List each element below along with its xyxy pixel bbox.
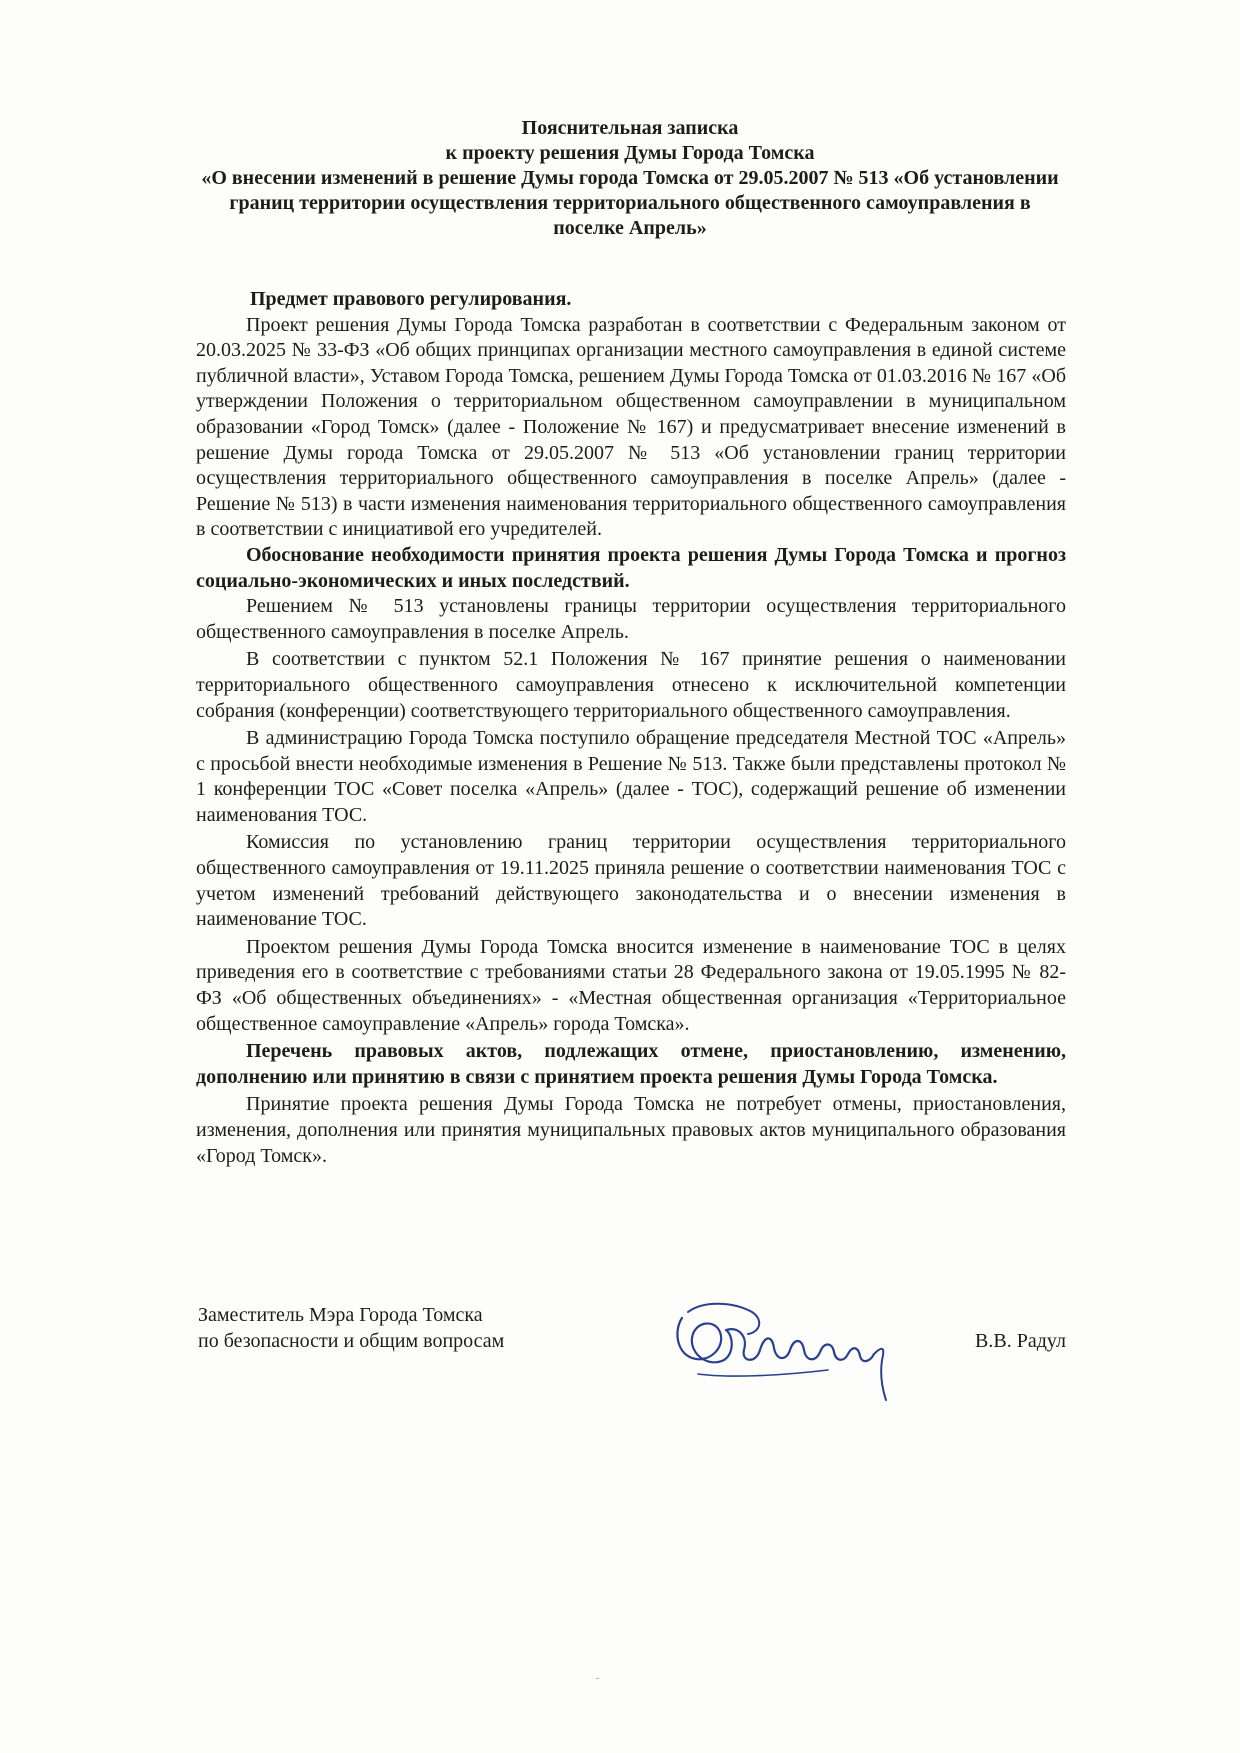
title-line-1: Пояснительная записка — [521, 117, 739, 139]
acts-paragraph: Принятие проекта решения Думы Города Томска не потребует отмены, приостановления, изменения, дополнения или принятия муниципальных правовых актов муниципального образования «Город Томск». — [196, 1093, 1066, 1167]
rationale-paragraph-5: Проектом решения Думы Города Томска вносится изменение в наименование ТОС в целях приведения его в соответствие с требованиями статьи 28 Федерального закона от 19.05.1995 № 82-ФЗ «Об общественных объединениях» - «Местная общественная организация «Территориальное общественное самоуправление «Апрель» города Томска». — [196, 935, 1066, 1035]
rationale-paragraph-3: В администрацию Города Томска поступило обращение председателя Местной ТОС «Апрель» с просьбой внести необходимые изменения в Решение № 513. Также были представлены протокол № 1 конференции ТОС «Совет поселка «Апрель» (далее - ТОС), содержащий решение об изменении наименования ТОС. — [196, 727, 1066, 826]
handwritten-signature — [668, 1278, 908, 1408]
scan-artifact — [596, 1678, 599, 1679]
signatory-position — [198, 1302, 504, 1354]
subject-heading: Предмет правового регулирования. — [250, 288, 572, 310]
title-line-2: к проекту решения Думы Города Томска — [445, 142, 815, 164]
signatory-position-line-1: Заместитель Мэра Города Томска — [198, 1304, 483, 1326]
document-body — [196, 287, 1066, 1169]
document-title — [200, 116, 1060, 241]
rationale-paragraph-2: В соответствии с пунктом 52.1 Положения № 167 принятие решения о наименовании территориального общественного самоуправления отнесено к исключительной компетенции собрания (конференции) соответствующего территориального общественного самоуправления. — [196, 648, 1066, 722]
subject-paragraph: Проект решения Думы Города Томска разработан в соответствии с Федеральным законом от 20.03.2025 № 33-ФЗ «Об общих принципах организации местного самоуправления в единой системе публичной власти», Уставом Города Томска, решением Думы Города Томска от 01.03.2016 № 167 «Об утверждении Положения о территориальном общественном самоуправлении в муниципальном образовании «Город Томск» (далее - Положение № 167) и предусматривает внесение изменений в решение Думы города Томска от 29.05.2007 № 513 «Об установлении границ территории осуществления территориального общественного самоуправления в поселке Апрель» (далее - Решение № 513) в части изменения наименования территориального общественного самоуправления в соответствии с инициативой его учредителей. — [196, 313, 1066, 541]
signature-strokes — [677, 1304, 886, 1400]
signatory-name: В.В. Радул — [975, 1330, 1066, 1352]
rationale-heading: Обоснование необходимости принятия проекта решения Думы Города Томска и прогноз социально-экономических и иных последствий. — [196, 543, 1066, 592]
rationale-paragraph-1: Решением № 513 установлены границы территории осуществления территориального общественного самоуправления в поселке Апрель. — [196, 595, 1066, 643]
acts-heading: Перечень правовых актов, подлежащих отмене, приостановлению, изменению, дополнению или принятию в связи с принятием проекта решения Думы Города Томска. — [196, 1040, 1066, 1088]
signatory-position-line-2: по безопасности и общим вопросам — [198, 1330, 505, 1352]
title-line-3: «О внесении изменений в решение Думы города Томска от 29.05.2007 № 513 «Об установлении границ территории осуществления территориального общественного самоуправления в поселке Апрель» — [201, 167, 1059, 239]
rationale-paragraph-4: Комиссия по установлению границ территории осуществления территориального общественного самоуправления от 19.11.2025 приняла решение о соответствии наименования ТОС с учетом изменений требований действующего законодательства и о внесении изменения в наименование ТОС. — [196, 831, 1066, 931]
